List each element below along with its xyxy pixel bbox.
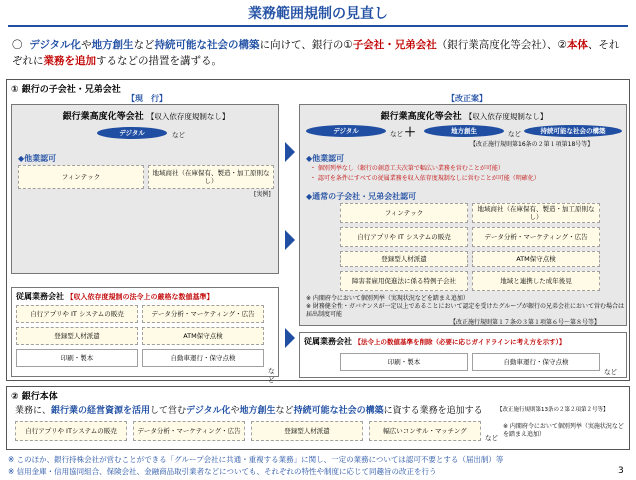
current-dep-cell-app: 自行アプリや IT システムの販売 bbox=[16, 305, 138, 323]
arrow-right-icon bbox=[285, 230, 295, 250]
reform-legal: 【改正施行規則第16条の２第１項第18号等】 bbox=[470, 141, 594, 148]
reform-digital-pill: デジタル bbox=[306, 125, 386, 137]
reform-nado2: など bbox=[508, 130, 521, 138]
page-number: 3 bbox=[618, 466, 624, 476]
reform-cell-guardian: 地域と連携した成年後見 bbox=[472, 271, 600, 291]
current-dep-cell-auto: 自動車運行・保守点検 bbox=[142, 349, 264, 367]
intro-end: するなどの措置を講ずる。 bbox=[96, 55, 222, 67]
s2-p4: デジタル化 bbox=[186, 406, 231, 416]
section2-legal: 【改正施行規則第13条の２第２項第２号等】 bbox=[497, 407, 609, 413]
current-dep-cell-staffing: 登録型人材派遣 bbox=[16, 327, 138, 345]
intro-regional: 地方創生 bbox=[91, 39, 134, 51]
s2-cell-app: 自行アプリや ITシステムの販売 bbox=[15, 421, 127, 441]
current-dep-nado: など bbox=[268, 367, 275, 384]
reform-bank-title bbox=[300, 109, 628, 122]
intro-mukete: に向けて、銀行の① bbox=[259, 39, 353, 51]
reform-dep-cell-auto: 自動車運行・保守点検 bbox=[472, 353, 600, 371]
current-bank-title bbox=[12, 109, 280, 122]
reform-head: 【改正案】 bbox=[417, 93, 517, 105]
current-dep-cell-data: データ分析・マーケティング・広告 bbox=[142, 305, 264, 323]
arrow-right-icon bbox=[285, 142, 295, 162]
title-divider bbox=[8, 25, 628, 27]
reform-dependent-panel bbox=[299, 332, 627, 378]
current-bank-note: 【収入依存度規制なし】 bbox=[146, 112, 230, 121]
current-head: 【現 行】 bbox=[97, 93, 197, 105]
section1-label: ① 銀行の子会社・兄弟会社 bbox=[11, 85, 121, 95]
reform-other-line1: ・ 個別列挙なし（銀行の創意工夫次第で幅広い業務を営むことが可能） bbox=[310, 165, 504, 172]
current-dependent-panel bbox=[11, 287, 279, 384]
current-cell-regional: 地域商社（在庫保有、製造・加工原則なし） bbox=[148, 165, 274, 189]
s2-cell-staffing: 登録型人材派遣 bbox=[251, 421, 363, 441]
s2-cell-consult: 幅広いコンサル・マッチング bbox=[369, 421, 481, 441]
s2-p9: に資する業務を追加する bbox=[383, 406, 483, 416]
reform-bank-note: 【収入依存度規制なし】 bbox=[464, 112, 548, 121]
current-dependent-note: 【収入依存度規制の法令上の厳格な数値基準】 bbox=[66, 293, 214, 301]
intro-text bbox=[12, 37, 626, 69]
intro-digital: デジタル化 bbox=[29, 39, 82, 51]
reform-cell-app: 自行アプリや IT システムの販売 bbox=[340, 227, 468, 247]
intro-bullet: 〇 bbox=[12, 39, 23, 51]
intro-sorezore: 、それぞれに bbox=[12, 39, 620, 67]
reform-cell-atm: ATM保守点検 bbox=[472, 251, 600, 267]
s2-p8: 持続可能な社会の構築 bbox=[293, 406, 384, 416]
section-bank-itself bbox=[6, 386, 630, 450]
intro-kodoka: （銀行業高度化等会社）、② bbox=[436, 39, 567, 51]
s2-p3: して営む bbox=[150, 406, 187, 416]
reform-regular-head: ◆通常の子会社・兄弟会社認可 bbox=[306, 192, 417, 201]
current-example: [実例] bbox=[254, 191, 271, 198]
current-dependent-title bbox=[16, 291, 214, 302]
reform-cell-regional: 地域商社（在庫保有、製造・加工原則なし） bbox=[472, 203, 600, 223]
s2-p1: 業務に、 bbox=[15, 406, 52, 416]
current-other-head: ◆他業認可 bbox=[18, 154, 57, 163]
reform-note1: ※ 内閣府令において個別列挙（実現状況などを踏まえ追加） bbox=[306, 295, 469, 302]
intro-sustainable: 持続可能な社会の構築 bbox=[154, 39, 260, 51]
current-digital-pill: デジタル bbox=[97, 127, 167, 139]
section-subsidiaries bbox=[6, 79, 630, 384]
s2-p7: など bbox=[275, 406, 294, 416]
footer-line2: ※ 信用金庫・信用協同組合、保険会社、金融商品取引業者などについても、それぞれの特性や制度に応じて同趣旨の改正を行う bbox=[8, 467, 437, 476]
reform-dep-cell-print: 印刷・製本 bbox=[340, 353, 468, 371]
reform-nado1: など bbox=[390, 130, 403, 138]
s2-note: ※ 内閣府令において個別列挙（実施状況などを踏まえ追加） bbox=[503, 423, 624, 438]
intro-ya: や bbox=[81, 39, 92, 51]
reform-other-head: ◆他業認可 bbox=[306, 154, 345, 163]
current-bank-panel bbox=[11, 104, 279, 274]
reform-note3: 【改正施行規則第１７条の３第１項第６号～第８号等】 bbox=[450, 319, 601, 326]
current-bank-name: 銀行業高度化等会社 bbox=[62, 112, 144, 122]
reform-dependent-note: 【法令上の数値基準を削除（必要に応じガイドラインに考え方を示す）】 bbox=[354, 338, 566, 346]
s2-p6: 地方創生 bbox=[239, 406, 276, 416]
reform-other-line2: ・ 認可を条件にすべての従属業務を収入依存度規制なしに営むことが可能（明確化） bbox=[310, 175, 540, 182]
reform-cell-staffing: 登録型人材派遣 bbox=[340, 251, 468, 267]
s2-p2: 銀行業の経営資源を活用 bbox=[51, 406, 151, 416]
reform-cell-data: データ分析・マーケティング・広告 bbox=[472, 227, 600, 247]
reform-bank-panel bbox=[299, 104, 627, 326]
reform-sustainable-pill: 持続可能な社会の構築 bbox=[524, 125, 622, 137]
footer-line1: ※ このほか、銀行持株会社が営むことができる「グループ会社に共通・重複する業務」に関し、一定の業務については認可不要とする（届出制）等 bbox=[8, 455, 504, 464]
s2-cell-data: データ分析・マーケティング・広告 bbox=[133, 421, 245, 441]
intro-subsidiary: 子会社・兄弟会社 bbox=[352, 39, 437, 51]
reform-cell-fintech: フィンテック bbox=[340, 203, 468, 223]
arrow-right-icon bbox=[285, 328, 295, 348]
current-cell-fintech: フィンテック bbox=[18, 165, 144, 189]
page-title: 業務範囲規制の見直し bbox=[248, 6, 388, 22]
s2-p5: や bbox=[230, 406, 240, 416]
reform-regional-pill: 地方創生 bbox=[424, 125, 504, 137]
intro-honntai: 本体 bbox=[566, 39, 588, 51]
reform-dependent-head: 従属業務会社 bbox=[304, 337, 352, 346]
current-dep-cell-atm: ATM保守点検 bbox=[142, 327, 264, 345]
reform-dep-nado: など bbox=[604, 368, 617, 376]
intro-nado: など bbox=[133, 39, 155, 51]
current-dep-cell-print: 印刷・製本 bbox=[16, 349, 138, 367]
s2-nado: など bbox=[485, 434, 498, 442]
reform-dependent-title bbox=[304, 336, 565, 347]
current-dependent-head: 従属業務会社 bbox=[16, 292, 64, 301]
section2-statement bbox=[15, 403, 483, 416]
reform-note2: ※ 財務健全性・ガバナンスが一定以上であることにおいて認定を受けたグループが銀行の兄弟会社において営む場合は届出制度可能 bbox=[306, 303, 624, 318]
intro-add-business: 業務を追加 bbox=[43, 55, 96, 67]
reform-cell-disability: 障害者雇用促進法に係る特例子会社 bbox=[340, 271, 468, 291]
section2-label: ② 銀行本体 bbox=[11, 392, 58, 402]
current-nado: など bbox=[172, 131, 185, 139]
plus-icon: ＋ bbox=[404, 125, 417, 139]
reform-bank-name: 銀行業高度化等会社 bbox=[380, 112, 462, 122]
